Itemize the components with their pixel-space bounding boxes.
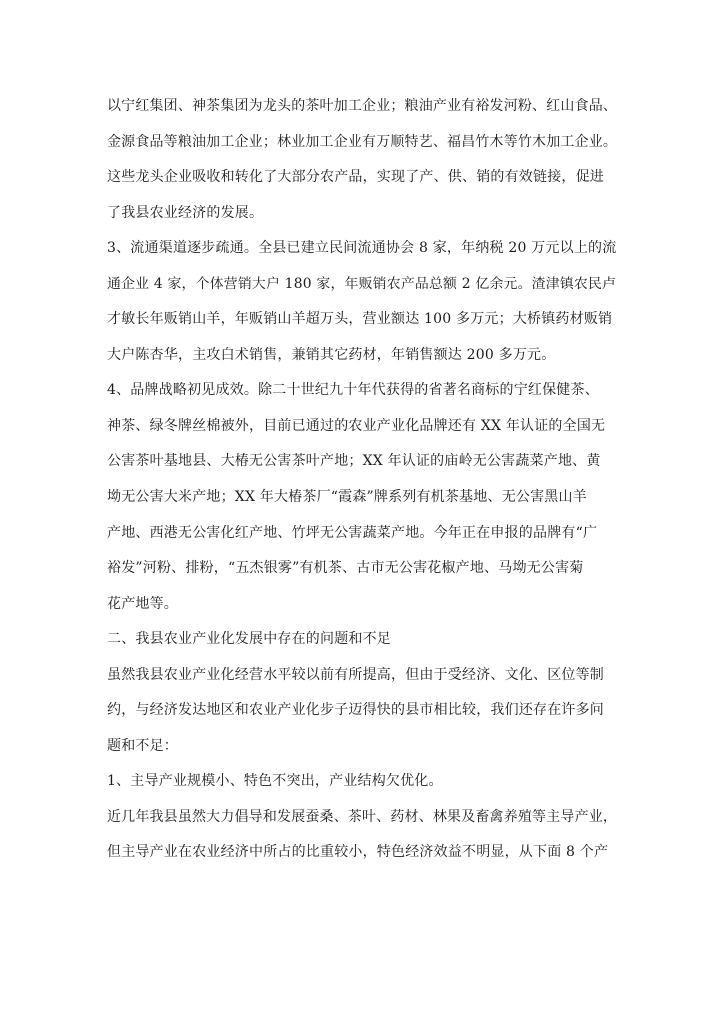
- text-line: 以宁红集团、神茶集团为龙头的茶叶加工企业；粮油产业有裕发河粉、红山食品、: [107, 98, 618, 114]
- text-line: 金源食品等粮油加工企业；林业加工企业有万顺特艺、福昌竹木等竹木加工企业。: [107, 133, 618, 150]
- text-line: 花产地等。: [107, 595, 178, 612]
- section-heading: 二、我县农业产业化发展中存在的问题和不足: [107, 631, 391, 648]
- text-line: 公害茶叶基地县、大椿无公害茶叶产地；XX 年认证的庙岭无公害蔬菜产地、黄: [107, 453, 601, 470]
- text-line: 近几年我县虽然大力倡导和发展蚕桑、茶叶、药材、林果及畜禽养殖等主导产业，: [107, 808, 618, 825]
- text-line: 约，与经济发达地区和农业产业化步子迈得快的县市相比较，我们还存在许多问: [107, 702, 604, 719]
- text-line: 神茶、绿冬牌丝棉被外，目前已通过的农业产业化品牌还有 XX 年认证的全国无: [107, 417, 606, 434]
- text-line: 但主导产业在农业经济中所占的比重较小，特色经济效益不明显，从下面 8 个产: [107, 844, 609, 861]
- text-line: 虽然我县农业产业化经营水平较以前有所提高，但由于受经济、文化、区位等制: [107, 666, 604, 683]
- text-line: 题和不足：: [107, 737, 178, 754]
- document-body: [107, 89, 617, 871]
- text-line: 产地、西港无公害化红产地、竹坪无公害蔬菜产地。今年正在申报的品牌有“广: [107, 524, 598, 541]
- text-line: 4、品牌战略初见成效。除二十世纪九十年代获得的省著名商标的宁红保健茶、: [107, 382, 599, 399]
- text-line: 才敏长年贩销山羊，年贩销山羊超万头，营业额达 100 多万元；大桥镇药材贩销: [107, 311, 613, 328]
- text-line: 3、流通渠道逐步疏通。全县已建立民间流通协会 8 家，年纳税 20 万元以上的流: [107, 240, 617, 257]
- text-line: 大户陈杏华，主攻白术销售，兼销其它药材，年销售额达 200 多万元。: [107, 346, 556, 363]
- text-line: 坳无公害大米产地；XX 年大椿茶厂“霞森”牌系列有机茶基地、无公害黑山羊: [107, 489, 587, 506]
- text-line: 这些龙头企业吸收和转化了大部分农产品，实现了产、供、销的有效链接，促进: [107, 169, 604, 186]
- text-line: 了我县农业经济的发展。: [107, 204, 264, 221]
- subsection-heading: 1、主导产业规模小、特色不突出，产业结构欠优化。: [107, 773, 443, 790]
- text-line: 通企业 4 家，个体营销大户 180 家，年贩销农产品总额 2 亿余元。渣津镇农民卢: [107, 275, 617, 292]
- text-line: 裕发”河粉、排粉，“五杰银雾”有机茶、古市无公害花椒产地、马坳无公害菊: [107, 560, 584, 577]
